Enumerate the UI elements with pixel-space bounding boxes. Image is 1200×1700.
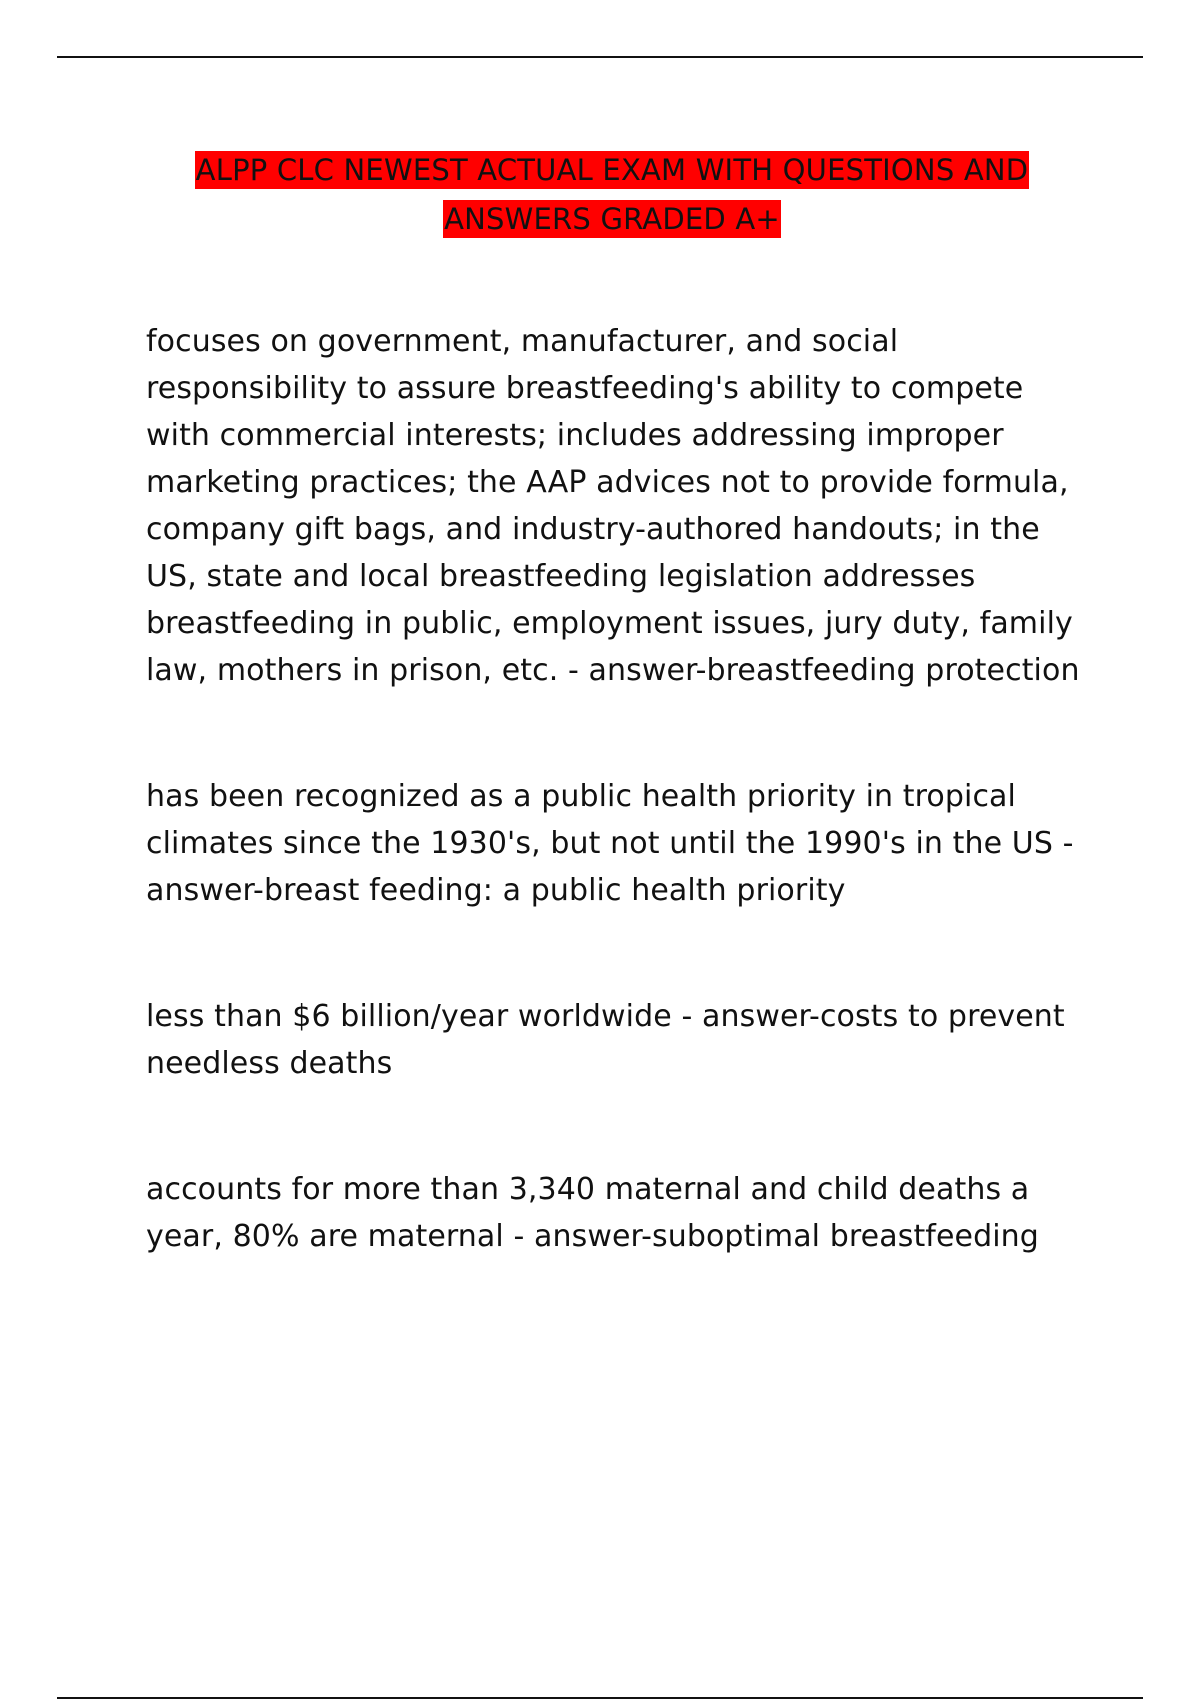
top-rule (57, 56, 1143, 58)
qa-list (146, 318, 1096, 1339)
qa-item-4: accounts for more than 3,340 maternal and child deaths a year, 80% are maternal - answer-suboptimal breastfeeding (146, 1172, 1039, 1254)
document-title (130, 146, 1094, 244)
qa-item-3: less than $6 billion/year worldwide - answer-costs to prevent needless deaths (146, 999, 1065, 1081)
title-highlight: ALPP CLC NEWEST ACTUAL EXAM WITH QUESTIONS AND ANSWERS GRADED A+ (195, 153, 1029, 236)
bottom-rule (57, 1697, 1143, 1699)
qa-item-1: focuses on government, manufacturer, and social responsibility to assure breastfeeding's ability to compete with commercial interests; includes addressing improper marketing practices; the AAP advices not to provide formula, company gift bags, and industry-authored handouts; in the US, state and local breastfeeding legislation addresses breastfeeding in public, employment issues, jury duty, family law, mothers in prison, etc. - answer-breastfeeding protection (146, 324, 1080, 688)
qa-item-2: has been recognized as a public health priority in tropical climates since the 1930's, but not until the 1990's in the US - answer-breast feeding: a public health priority (146, 779, 1074, 908)
